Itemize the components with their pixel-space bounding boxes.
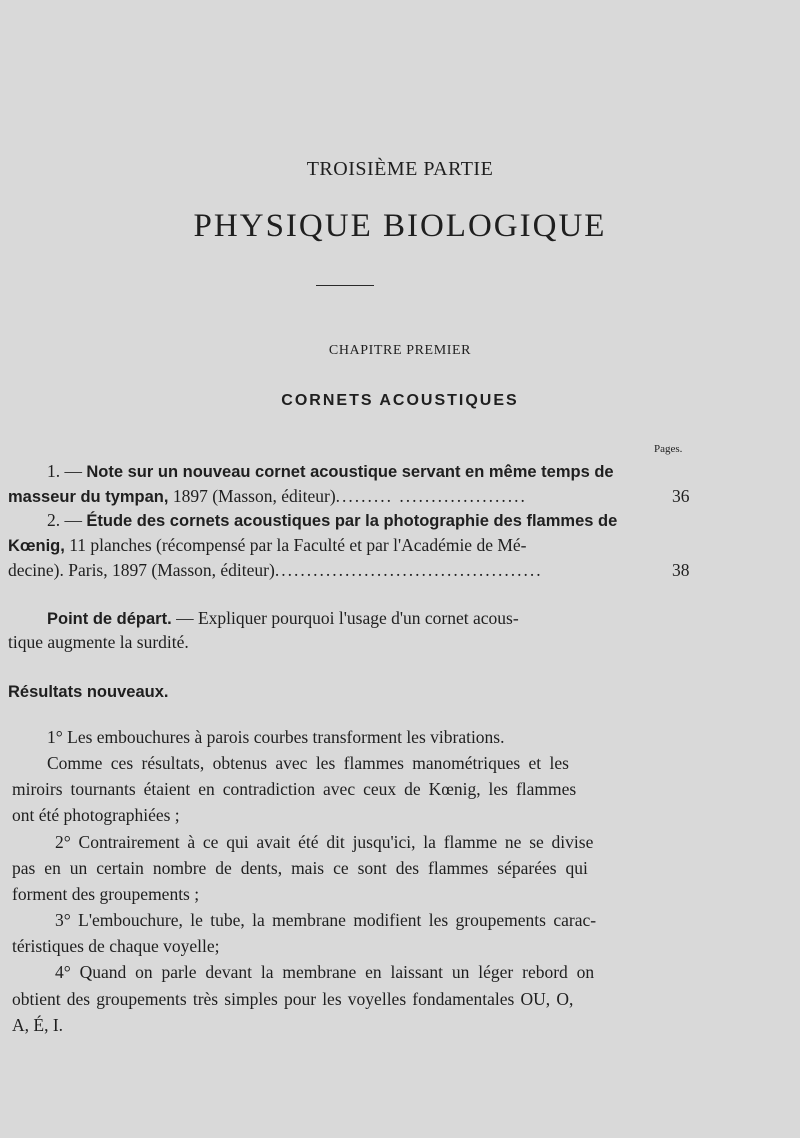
page-title: PHYSIQUE BIOLOGIQUE xyxy=(193,208,607,244)
entry-1-title: Note sur un nouveau cornet acoustique servant en même temps de xyxy=(86,463,614,481)
resultats-line: 3° L'embouchure, le tube, la membrane modifient les groupements carac- xyxy=(55,910,597,930)
resultats-line: 2° Contrairement à ce qui avait été dit jusqu'ici, la flamme ne se divise xyxy=(55,832,594,852)
pages-column-label: Pages. xyxy=(654,443,683,455)
point-depart-label: Point de départ. xyxy=(47,610,172,628)
resultats-line: obtient des groupements très simples pour les voyelles fondamentales OU, O, xyxy=(12,989,574,1009)
entry-2-title-cont: Kœnig, xyxy=(8,537,65,555)
entry-2-publication-cont: decine). Paris, 1897 (Masson, éditeur) xyxy=(8,560,275,580)
resultats-line: A, É, I. xyxy=(12,1015,64,1035)
resultats-line: 1° Les embouchures à parois courbes transforment les vibrations. xyxy=(47,727,505,747)
entry-2-leader: .......................................... xyxy=(274,560,543,580)
entry-1-publication: 1897 (Masson, éditeur) xyxy=(168,486,336,506)
entry-2-page: 38 xyxy=(672,560,690,580)
entry-1-number: 1. — xyxy=(47,461,82,481)
resultats-line: Comme ces résultats, obtenus avec les flammes manométriques et les xyxy=(47,753,569,773)
resultats-line: pas en un certain nombre de dents, mais ce sont des flammes séparées qui xyxy=(12,858,588,878)
resultats-line: ont été photographiées ; xyxy=(12,805,180,825)
point-depart-text: — Expliquer pourquoi l'usage d'un cornet acous- xyxy=(171,608,519,628)
entry-1-line-1 xyxy=(47,461,614,482)
resultats-line: miroirs tournants étaient en contradiction avec ceux de Kœnig, les flammes xyxy=(12,779,577,799)
resultats-line: téristiques de chaque voyelle; xyxy=(12,936,220,956)
entry-1-leader: ......... .................... xyxy=(335,486,527,506)
resultats-line: 4° Quand on parle devant la membrane en laissant un léger rebord on xyxy=(55,962,595,982)
entry-2-number: 2. — xyxy=(47,510,82,530)
entry-2-line-1 xyxy=(47,510,617,531)
entry-2-line-3 xyxy=(8,560,543,581)
entry-2-publication: 11 planches (récompensé par la Faculté et par l'Académie de Mé- xyxy=(64,535,527,555)
part-label: TROISIÈME PARTIE xyxy=(306,158,494,180)
chapter-title: CORNETS ACOUSTIQUES xyxy=(281,392,519,409)
chapter-label: CHAPITRE PREMIER xyxy=(328,343,472,358)
entry-1-title-cont: masseur du tympan, xyxy=(8,488,169,506)
entry-2-title: Étude des cornets acoustiques par la photographie des flammes de xyxy=(86,512,618,530)
entry-2-line-2 xyxy=(8,535,527,556)
point-depart-line-2: tique augmente la surdité. xyxy=(8,632,189,652)
resultats-heading: Résultats nouveaux. xyxy=(8,683,169,701)
entry-1-line-2 xyxy=(8,486,527,507)
entry-1-page: 36 xyxy=(672,486,690,506)
point-depart-line-1 xyxy=(47,608,519,629)
title-divider xyxy=(316,285,374,286)
resultats-line: forment des groupements ; xyxy=(12,884,200,904)
